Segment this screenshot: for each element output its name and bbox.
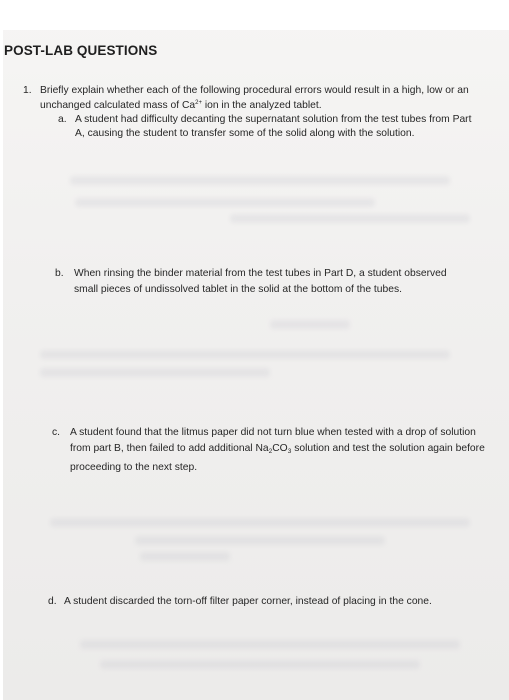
sub-question-b [55, 266, 465, 298]
left-margin [0, 30, 3, 700]
item-text: A student discarded the torn-off filter paper corner, instead of placing in the cone. [64, 596, 432, 607]
bleed-through [40, 350, 450, 359]
page-title: POST-LAB QUESTIONS [4, 43, 158, 58]
question-text-start: Briefly explain whether each of the following procedural errors would result in a high, low or an unchanged calculated mass of Ca [40, 85, 469, 111]
item-letter: d. [48, 596, 57, 607]
oxygen-subscript: 3 [287, 448, 292, 455]
item-letter: c. [52, 427, 61, 438]
bleed-through [40, 368, 270, 377]
top-margin [0, 0, 509, 30]
item-text: When rinsing the binder material from the test tubes in Part D, a student observed small pieces of undissolved tablet in the solid at the bottom of the tubes. [74, 268, 447, 295]
sub-question-d [48, 594, 493, 610]
bleed-through [140, 552, 230, 561]
bleed-through [270, 320, 350, 329]
item-text: A student had difficulty decanting the supernatant solution from the test tubes from Part A, causing the student to transfer some of the solid along with the solution. [75, 114, 472, 139]
item-text [70, 425, 497, 476]
calcium-charge-superscript: 2+ [195, 100, 202, 106]
bleed-through [100, 660, 420, 669]
bleed-through [50, 518, 470, 527]
bleed-through [70, 176, 450, 185]
bleed-through [75, 198, 375, 207]
bleed-through [230, 214, 470, 223]
bleed-through [135, 536, 385, 545]
carbonate-formula: CO [272, 443, 288, 454]
item-text-end: solution and test the solution again before proceeding to the next step. [70, 443, 485, 473]
question-number: 1. [23, 85, 32, 96]
bleed-through [80, 640, 460, 649]
question-text [40, 84, 473, 112]
sodium-subscript: 2 [268, 448, 273, 455]
question-1 [23, 84, 473, 112]
item-letter: a. [58, 114, 67, 125]
sub-question-a [58, 113, 478, 141]
item-text-start: A student found that the litmus paper did not turn blue when tested with a drop of solution from part B, then failed to add additional Na [70, 427, 476, 454]
sub-question-c [52, 425, 497, 476]
question-text-end: ion in the analyzed tablet. [201, 100, 322, 111]
item-letter: b. [55, 268, 64, 279]
